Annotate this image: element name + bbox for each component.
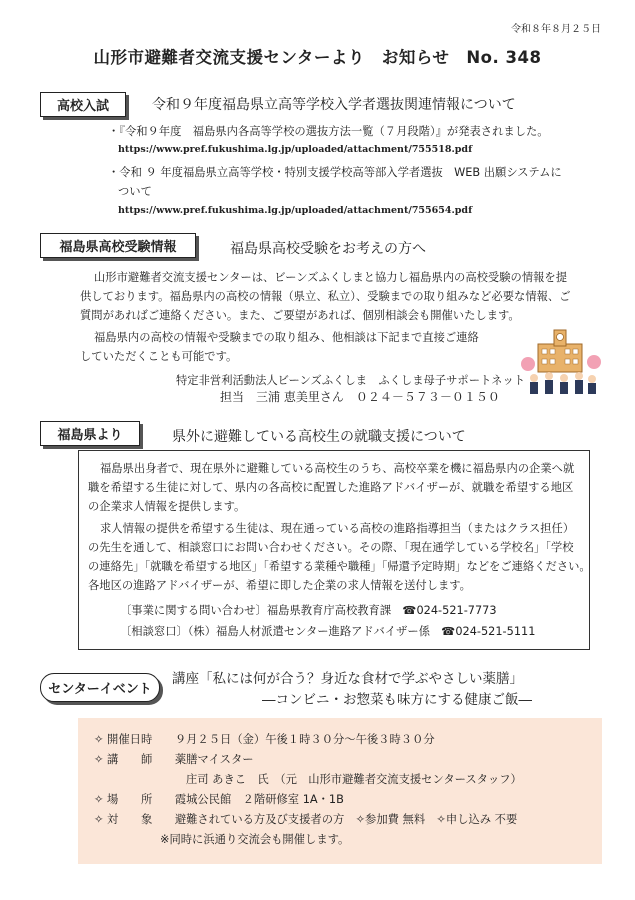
- s3-para-line-4: 求人情報の提供を希望する生徒は、現在通っている高校の進路指導担当（またはクラス担任）: [100, 522, 575, 535]
- event-lecturer-name: 庄司 あきこ 氏 （元 山形市避難者交流支援センタースタッフ）: [186, 773, 522, 786]
- s2-para-line-4: 福島県内の高校の情報や受験までの取り組み、他相談は下記まで直接ご連絡: [94, 331, 479, 344]
- s3-para-line-7: 各地区の進路アドバイザーが、希望に即した企業の求人情報を送付します。: [88, 579, 471, 592]
- event-venue-row: ✧ 場 所 霞城公民館 ２階研修室 1A・1B: [94, 793, 344, 806]
- s1-link-2[interactable]: https://www.pref.fukushima.lg.jp/uploaded/attachment/755654.pdf: [118, 205, 473, 216]
- s2-para-line-1: 山形市避難者交流支援センターは、ビーンズふくしまと協力し福島県内の高校受験の情報を提: [94, 271, 568, 284]
- s3-contact-2: 〔相談窓口〕（株）福島人材派遣センター進路アドバイザー係 ☎024-521-5111: [120, 625, 536, 638]
- s2-para-line-2: 供しております。福島県内の高校の情報（県立、私立）、受験までの取り組みなど必要な情報、ご: [80, 290, 571, 303]
- s1-bullet-2a: ・令和 ９ 年度福島県立高等学校・特別支援学校高等部入学者選抜 WEB 出願システムに: [108, 166, 562, 179]
- school-students-illustration: [520, 326, 604, 400]
- tag-from-fukushima: 福島県より: [40, 421, 140, 446]
- issue-date: 令和８年８月２５日: [511, 24, 601, 35]
- s3-para-line-5: の先生を通して、相談窓口にお問い合わせください。その際、「現在通学している学校名」「学校: [88, 541, 574, 554]
- s1-bullet-1: ・『令和９年度 福島県内各高等学校の選抜方法一覧（７月段階）』が発表されました。: [108, 125, 549, 138]
- s2-heading: 福島県高校受験をお考えの方へ: [230, 241, 426, 257]
- s4-heading-line-2: ―コンビニ・お惣菜も味方にする健康ご飯―: [262, 692, 532, 708]
- tag-fukushima-exam-info: 福島県高校受験情報: [40, 233, 196, 258]
- event-date-row: ✧ 開催日時 ９月２５日（金）午後１時３０分～午後３時３０分: [94, 733, 435, 746]
- event-lecturer-row: ✧ 講 師 薬膳マイスター: [94, 753, 254, 766]
- tag-center-event: センターイベント: [40, 673, 160, 702]
- tag-high-school-exam: 高校入試: [40, 92, 126, 117]
- s1-heading: 令和９年度福島県立高等学校入学者選抜関連情報について: [152, 97, 516, 113]
- event-target-row: ✧ 対 象 避難されている方及び支援者の方 ✧参加費 無料 ✧申し込み 不要: [94, 813, 518, 826]
- s2-organization: 特定非営利活動法人ビーンズふくしま ふくしま母子サポートネット: [176, 374, 526, 387]
- s2-para-line-5: していただくことも可能です。: [80, 350, 238, 363]
- s3-para-line-6: の連絡先」「就職を希望する地区」「希望する業種や職種」「帰還予定時期」などをご連絡ください。: [88, 560, 591, 573]
- s3-para-line-3: の企業求人情報を提供します。: [88, 500, 246, 513]
- s2-contact: 担当 三浦 恵美里さん ０２４－５７３－０１５０: [220, 390, 500, 404]
- s3-heading: 県外に避難している高校生の就職支援について: [172, 429, 466, 445]
- s1-link-1[interactable]: https://www.pref.fukushima.lg.jp/uploaded/attachment/755518.pdf: [118, 144, 473, 155]
- s4-heading-line-1: 講座「私には何が合う？身近な食材で学ぶやさしい薬膳」: [172, 671, 523, 687]
- s2-para-line-3: 質問があればご連絡ください。また、ご要望があれば、個別相談会も開催いたします。: [80, 309, 520, 322]
- event-note: ※同時に浜通り交流会も開催します。: [160, 833, 350, 846]
- s1-bullet-2b: ついて: [118, 185, 152, 198]
- s3-contact-1: 〔事業に関する問い合わせ〕福島県教育庁高校教育課 ☎024-521-7773: [120, 604, 497, 617]
- s3-para-line-1: 福島県出身者で、現在県外に避難している高校生のうち、高校卒業を機に福島県内の企業へ就: [100, 462, 575, 475]
- s3-para-line-2: 職を希望する生徒に対して、県内の各高校に配置した進路アドバイザーが、就職を希望する地区: [88, 481, 574, 494]
- page-title: 山形市避難者交流支援センターより お知らせ No. 348: [93, 48, 542, 67]
